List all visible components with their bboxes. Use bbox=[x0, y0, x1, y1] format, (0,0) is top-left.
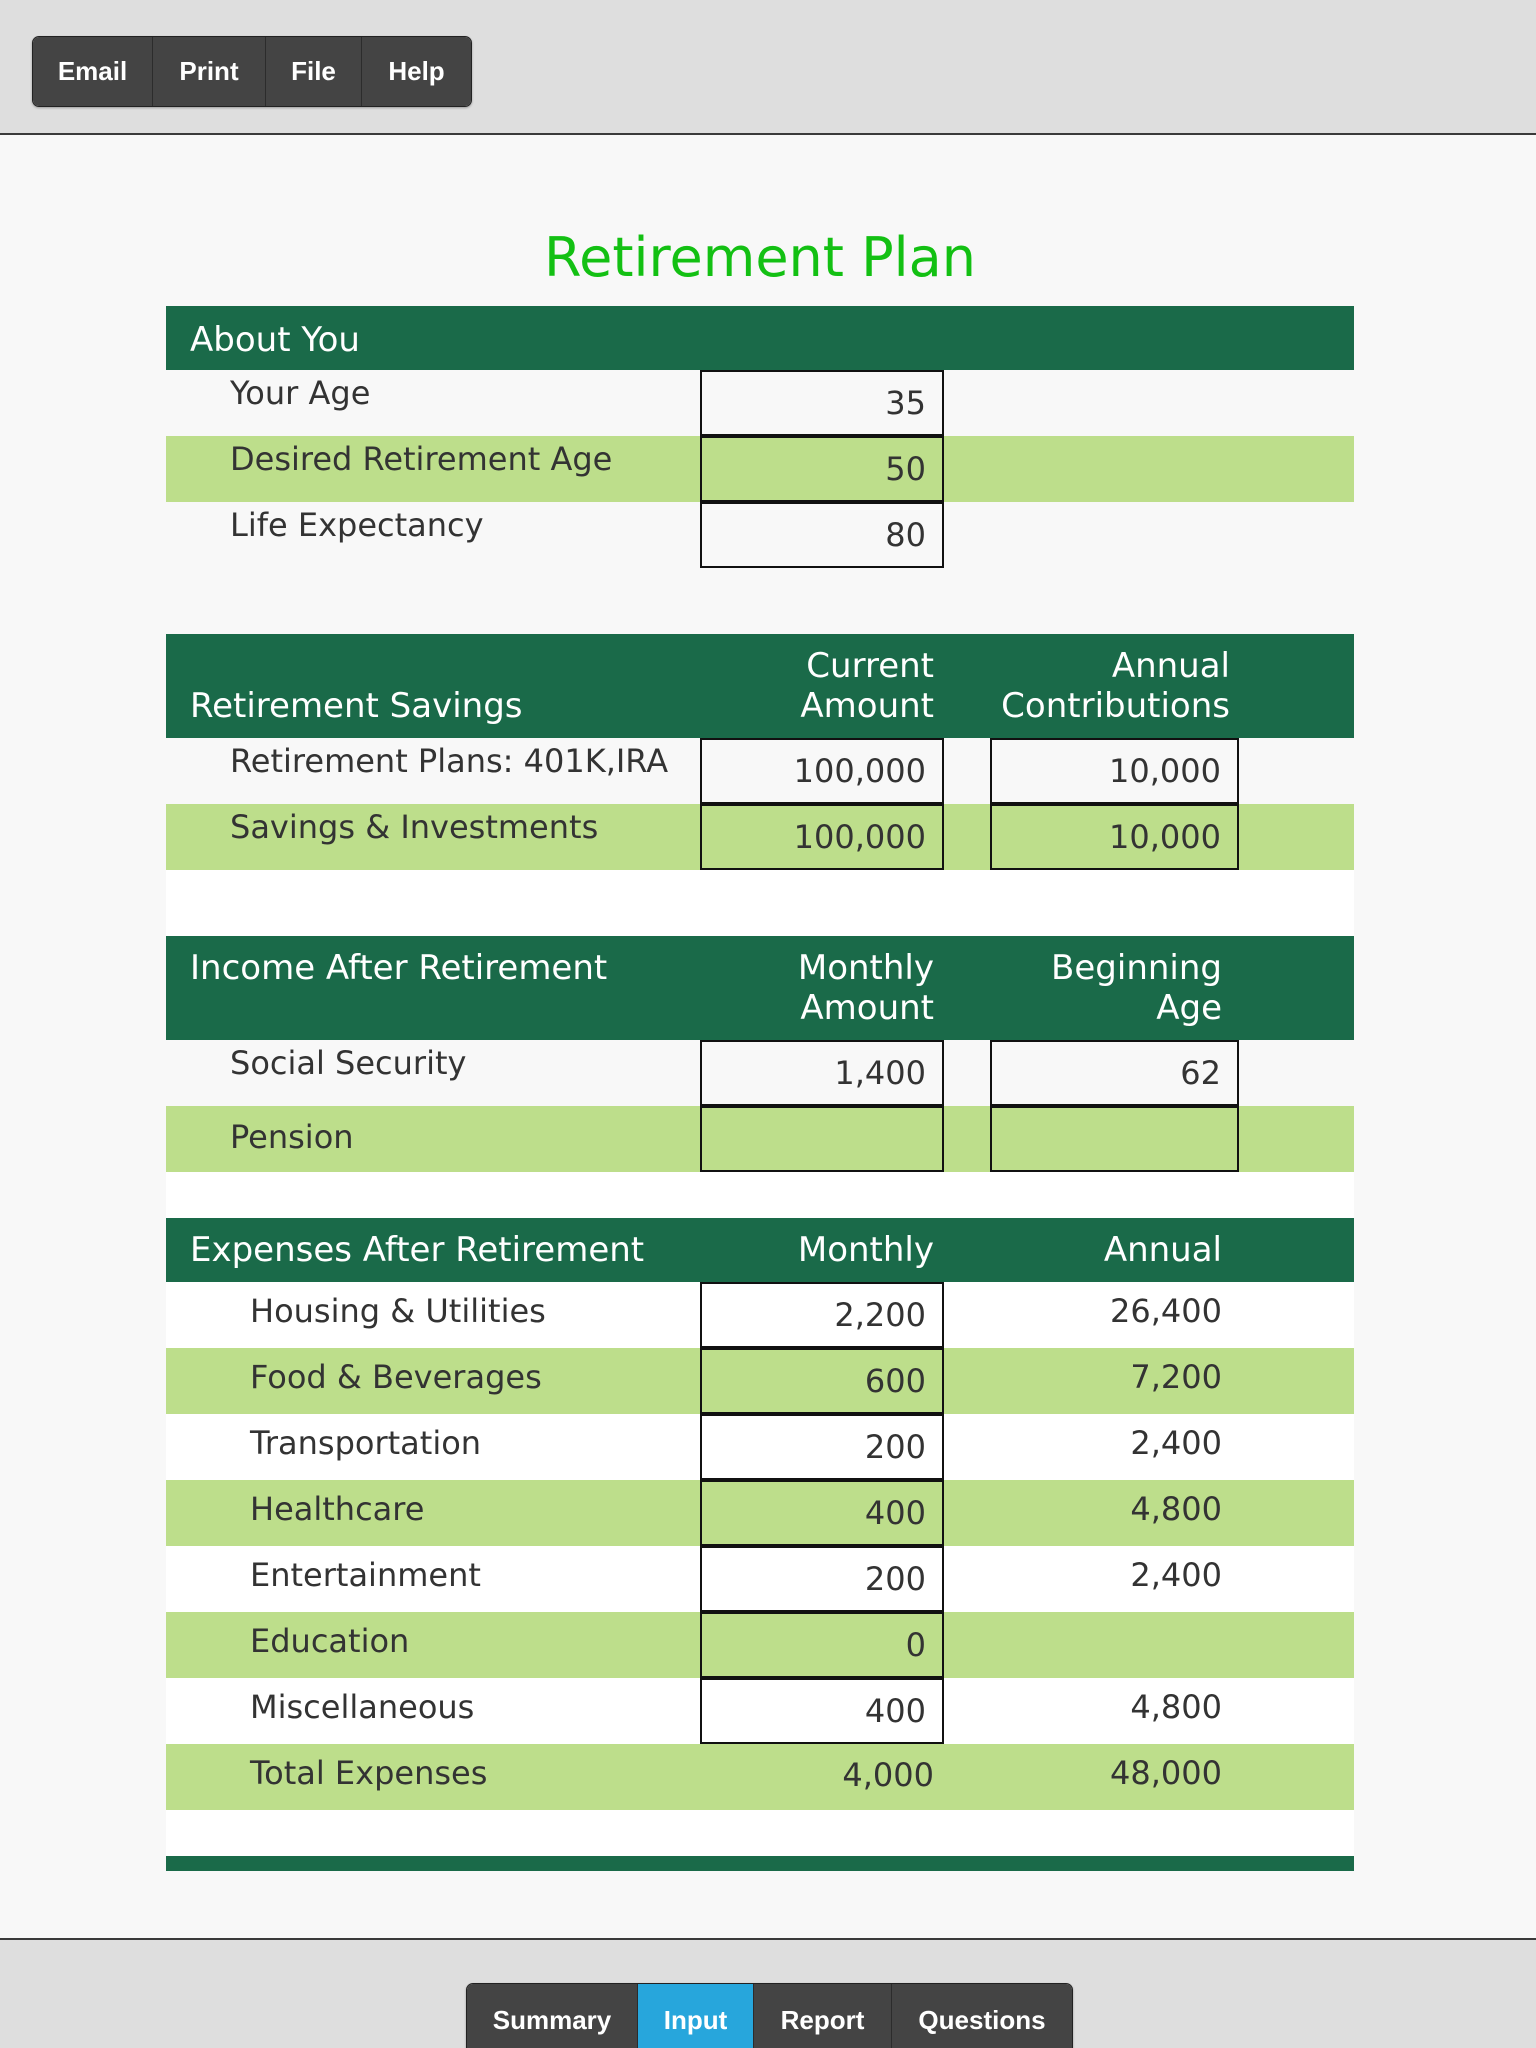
entertainment-monthly-input[interactable]: 200 bbox=[700, 1546, 944, 1612]
total-expenses-label: Total Expenses bbox=[250, 1754, 488, 1792]
expenses-title: Expenses After Retirement bbox=[190, 1230, 645, 1270]
entertainment-label: Entertainment bbox=[250, 1556, 481, 1594]
tab-input[interactable]: Input bbox=[638, 1984, 754, 2048]
housing-monthly-input[interactable]: 2,200 bbox=[700, 1282, 944, 1348]
retirement-plans-annual-input[interactable]: 10,000 bbox=[990, 738, 1239, 804]
expenses-header bbox=[166, 1218, 1354, 1282]
transportation-annual-value: 2,400 bbox=[1130, 1424, 1222, 1462]
education-label: Education bbox=[250, 1622, 410, 1660]
savings-spacer-row bbox=[166, 870, 1354, 936]
beginning-age-heading-line2: Age bbox=[1156, 988, 1222, 1028]
your-age-input[interactable]: 35 bbox=[700, 370, 944, 436]
income-spacer-row bbox=[166, 1172, 1354, 1218]
savings-investments-current-input[interactable]: 100,000 bbox=[700, 804, 944, 870]
housing-label: Housing & Utilities bbox=[250, 1292, 546, 1330]
current-amount-heading-line1: Current bbox=[806, 646, 934, 686]
print-button[interactable]: Print bbox=[153, 37, 266, 106]
healthcare-label: Healthcare bbox=[250, 1490, 425, 1528]
food-annual-value: 7,200 bbox=[1130, 1358, 1222, 1396]
transportation-monthly-input[interactable]: 200 bbox=[700, 1414, 944, 1480]
healthcare-monthly-input[interactable]: 400 bbox=[700, 1480, 944, 1546]
pension-label: Pension bbox=[230, 1118, 354, 1156]
view-tab-group bbox=[466, 1983, 1073, 2048]
food-label: Food & Beverages bbox=[250, 1358, 542, 1396]
social-security-label: Social Security bbox=[230, 1044, 467, 1082]
top-toolbar bbox=[0, 0, 1536, 135]
monthly-amount-heading-line1: Monthly bbox=[797, 948, 934, 988]
expenses-monthly-heading: Monthly bbox=[797, 1230, 934, 1270]
tab-report[interactable]: Report bbox=[754, 1984, 892, 2048]
savings-investments-label: Savings & Investments bbox=[230, 808, 599, 846]
miscellaneous-label: Miscellaneous bbox=[250, 1688, 475, 1726]
expense-row-total bbox=[166, 1744, 1354, 1810]
toolbar-button-group bbox=[32, 36, 472, 107]
income-header bbox=[166, 936, 1354, 1040]
food-monthly-input[interactable]: 600 bbox=[700, 1348, 944, 1414]
expenses-annual-heading: Annual bbox=[1103, 1230, 1222, 1270]
expenses-spacer-row bbox=[166, 1810, 1354, 1856]
education-monthly-input[interactable]: 0 bbox=[700, 1612, 944, 1678]
retirement-savings-title: Retirement Savings bbox=[190, 686, 523, 726]
retirement-savings-header bbox=[166, 634, 1354, 738]
life-expectancy-label: Life Expectancy bbox=[230, 506, 484, 544]
income-title: Income After Retirement bbox=[190, 948, 608, 988]
total-monthly-value: 4,000 bbox=[842, 1756, 934, 1794]
transportation-label: Transportation bbox=[250, 1424, 482, 1462]
entertainment-annual-value: 2,400 bbox=[1130, 1556, 1222, 1594]
email-button[interactable]: Email bbox=[33, 37, 153, 106]
desired-retirement-age-label: Desired Retirement Age bbox=[230, 440, 613, 478]
retirement-plans-current-input[interactable]: 100,000 bbox=[700, 738, 944, 804]
monthly-amount-heading-line2: Amount bbox=[800, 988, 934, 1028]
file-button[interactable]: File bbox=[266, 37, 362, 106]
desired-retirement-age-input[interactable]: 50 bbox=[700, 436, 944, 502]
beginning-age-heading-line1: Beginning bbox=[1051, 948, 1222, 988]
social-security-monthly-input[interactable]: 1,400 bbox=[700, 1040, 944, 1106]
pension-monthly-input[interactable] bbox=[700, 1106, 944, 1172]
retirement-plans-label: Retirement Plans: 401K,IRA bbox=[230, 742, 669, 780]
current-amount-heading-line2: Amount bbox=[800, 686, 934, 726]
tab-questions[interactable]: Questions bbox=[892, 1984, 1072, 2048]
table-footer-bar bbox=[166, 1856, 1354, 1871]
social-security-age-input[interactable]: 62 bbox=[990, 1040, 1239, 1106]
housing-annual-value: 26,400 bbox=[1110, 1292, 1222, 1330]
your-age-label: Your Age bbox=[230, 374, 371, 412]
savings-investments-annual-input[interactable]: 10,000 bbox=[990, 804, 1239, 870]
annual-contributions-heading-line1: Annual bbox=[1111, 646, 1230, 686]
help-button[interactable]: Help bbox=[362, 37, 471, 106]
life-expectancy-input[interactable]: 80 bbox=[700, 502, 944, 568]
about-you-header bbox=[166, 306, 1354, 370]
miscellaneous-annual-value: 4,800 bbox=[1130, 1688, 1222, 1726]
healthcare-annual-value: 4,800 bbox=[1130, 1490, 1222, 1528]
tab-summary[interactable]: Summary bbox=[467, 1984, 638, 2048]
miscellaneous-monthly-input[interactable]: 400 bbox=[700, 1678, 944, 1744]
annual-contributions-heading-line2: Contributions bbox=[1001, 686, 1230, 726]
page-title: Retirement Plan bbox=[544, 226, 976, 289]
total-annual-value: 48,000 bbox=[1110, 1754, 1222, 1792]
pension-age-input[interactable] bbox=[990, 1106, 1239, 1172]
about-you-title: About You bbox=[190, 320, 360, 360]
